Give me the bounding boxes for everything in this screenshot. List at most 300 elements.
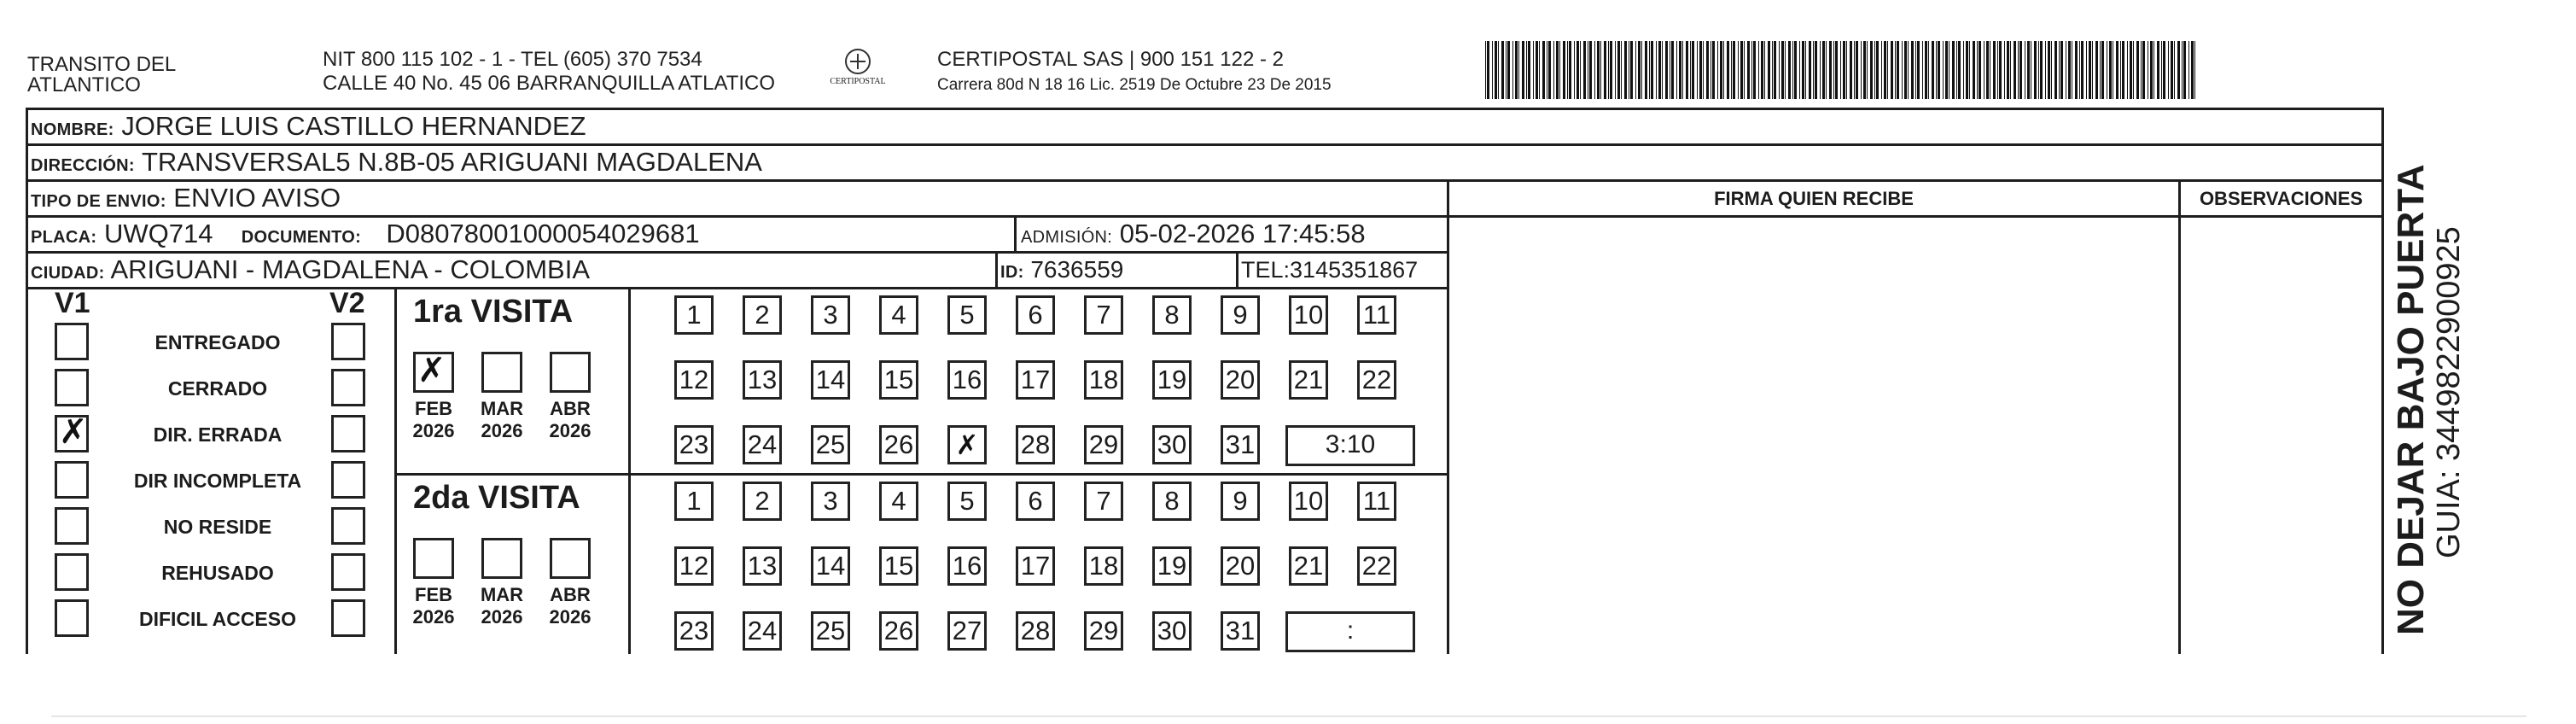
month-check-mark-icon: ✗ bbox=[417, 351, 446, 390]
day-box[interactable]: 29 bbox=[1084, 425, 1123, 464]
barcode-bar bbox=[2182, 41, 2183, 99]
day-box[interactable]: 26 bbox=[879, 425, 918, 464]
barcode-bar bbox=[1986, 41, 1989, 99]
month-label: ABR 2026 bbox=[549, 398, 592, 441]
barcode-bar bbox=[1928, 41, 1929, 99]
admision-value: 05-02-2026 17:45:58 bbox=[1119, 219, 1366, 248]
id-label: ID: bbox=[1000, 263, 1024, 282]
barcode-bar bbox=[1553, 41, 1554, 99]
id-row bbox=[1000, 254, 1123, 288]
day-box[interactable]: 18 bbox=[1084, 546, 1123, 586]
day-box[interactable]: 23 bbox=[674, 425, 714, 464]
barcode-bar bbox=[1999, 41, 2002, 99]
barcode-bar bbox=[2040, 41, 2043, 99]
visit2-title: 2da VISITA bbox=[413, 480, 580, 516]
day-box[interactable]: 20 bbox=[1221, 546, 1260, 586]
day-box[interactable]: 10 bbox=[1289, 482, 1328, 521]
barcode-bar bbox=[1656, 41, 1657, 99]
month-checkbox[interactable] bbox=[550, 352, 591, 393]
barcode-bar bbox=[1567, 41, 1568, 99]
tel-label: TEL: bbox=[1241, 257, 1291, 283]
barcode-bar bbox=[1753, 41, 1756, 99]
barcode-bar bbox=[1665, 41, 1668, 99]
barcode-bar bbox=[1870, 41, 1873, 99]
barcode-bar bbox=[1887, 41, 1888, 99]
barcode-bar bbox=[1720, 41, 1722, 99]
ciudad-label: CIUDAD: bbox=[31, 264, 105, 283]
barcode-bar bbox=[2157, 41, 2159, 99]
barcode-bar bbox=[1738, 41, 1739, 99]
barcode-bar bbox=[1597, 41, 1600, 99]
barcode-bar bbox=[1638, 41, 1641, 99]
barcode-bar bbox=[2010, 41, 2011, 99]
day-box[interactable]: 8 bbox=[1152, 295, 1192, 335]
barcode-bar bbox=[2150, 41, 2153, 99]
v1-checkbox[interactable] bbox=[55, 461, 89, 499]
grid-line bbox=[2381, 108, 2384, 654]
barcode-bar bbox=[2038, 41, 2039, 99]
barcode-bar bbox=[2161, 41, 2162, 99]
day-box[interactable]: 13 bbox=[743, 360, 782, 400]
barcode-bar bbox=[1835, 41, 1838, 99]
grid-line bbox=[2178, 179, 2181, 654]
barcode-bar bbox=[1805, 41, 1806, 99]
day-box[interactable]: 21 bbox=[1289, 360, 1328, 400]
barcode-bar bbox=[1645, 41, 1647, 99]
barcode-bar bbox=[1966, 41, 1968, 99]
day-box[interactable]: 20 bbox=[1221, 360, 1260, 400]
day-box[interactable]: 30 bbox=[1152, 425, 1192, 464]
barcode-bar bbox=[1528, 41, 1530, 99]
v2-checkbox[interactable] bbox=[331, 323, 365, 360]
barcode-bar bbox=[1507, 41, 1510, 99]
day-box[interactable]: 30 bbox=[1152, 611, 1192, 651]
barcode-bar bbox=[2060, 41, 2063, 99]
barcode-bar bbox=[2048, 41, 2050, 99]
barcode-bar bbox=[2075, 41, 2078, 99]
barcode-bar bbox=[2188, 41, 2189, 99]
barcode-bar bbox=[1621, 41, 1622, 99]
barcode-bar bbox=[2095, 41, 2098, 99]
barcode-bar bbox=[1649, 41, 1650, 99]
day-box[interactable]: 22 bbox=[1357, 546, 1396, 586]
barcode-bar bbox=[1809, 41, 1811, 99]
grid-line bbox=[1236, 251, 1238, 287]
placa-row bbox=[31, 219, 700, 253]
day-box[interactable]: 29 bbox=[1084, 611, 1123, 651]
day-box[interactable]: 28 bbox=[1016, 425, 1055, 464]
barcode-bar bbox=[2177, 41, 2180, 99]
nombre-label: NOMBRE: bbox=[31, 120, 114, 139]
day-box[interactable]: 6 bbox=[1016, 482, 1055, 521]
day-box[interactable]: 4 bbox=[879, 295, 918, 335]
day-box[interactable]: 22 bbox=[1357, 360, 1396, 400]
v1-checkbox[interactable] bbox=[55, 599, 89, 637]
placa-value: UWQ714 bbox=[103, 219, 213, 248]
barcode-bar bbox=[1969, 41, 1970, 99]
barcode-bar bbox=[1731, 41, 1732, 99]
day-box[interactable]: 19 bbox=[1152, 546, 1192, 586]
day-box[interactable]: 24 bbox=[743, 425, 782, 464]
time-box[interactable]: : bbox=[1285, 611, 1415, 652]
day-box[interactable]: 18 bbox=[1084, 360, 1123, 400]
nombre-row bbox=[31, 111, 586, 145]
day-box[interactable]: 5 bbox=[947, 482, 987, 521]
barcode-bar bbox=[1958, 41, 1961, 99]
barcode-bar bbox=[1522, 41, 1524, 99]
grid-line bbox=[995, 251, 998, 287]
barcode-bar bbox=[1785, 41, 1786, 99]
barcode-bar bbox=[1635, 41, 1636, 99]
firma-header: FIRMA QUIEN RECIBE bbox=[1714, 188, 1914, 209]
day-box[interactable]: 25 bbox=[811, 611, 850, 651]
issuer-name-line1: TRANSITO DEL bbox=[27, 53, 177, 76]
barcode-bar bbox=[1820, 41, 1821, 99]
barcode-bar bbox=[1559, 41, 1560, 99]
barcode-bar bbox=[2068, 41, 2071, 99]
day-box[interactable]: 7 bbox=[1084, 295, 1123, 335]
day-box[interactable]: 5 bbox=[947, 295, 987, 335]
barcode-bar bbox=[2136, 41, 2139, 99]
day-box[interactable]: 12 bbox=[674, 360, 714, 400]
day-box[interactable]: 16 bbox=[947, 360, 987, 400]
barcode-bar bbox=[1779, 41, 1780, 99]
barcode-bar bbox=[1774, 41, 1776, 99]
barcode-bar bbox=[2089, 41, 2091, 99]
barcode-bar bbox=[2130, 41, 2132, 99]
issuer-name-line2: ATLANTICO bbox=[27, 73, 141, 96]
barcode-bar bbox=[1932, 41, 1934, 99]
barcode-bar bbox=[1563, 41, 1565, 99]
barcode-bar bbox=[2045, 41, 2046, 99]
day-box[interactable]: 7 bbox=[1084, 482, 1123, 521]
status-label: DIFICIL ACCESO bbox=[138, 608, 296, 630]
day-box[interactable]: 3 bbox=[811, 295, 850, 335]
barcode-icon bbox=[1483, 41, 2200, 99]
barcode-bar bbox=[2054, 41, 2057, 99]
barcode-bar bbox=[1952, 41, 1955, 99]
grid-line bbox=[1447, 179, 1449, 654]
status-label: NO RESIDE bbox=[163, 516, 272, 538]
status-label: DIR. ERRADA bbox=[153, 423, 283, 446]
barcode-bar bbox=[1630, 41, 1633, 99]
barcode-bar bbox=[1600, 41, 1601, 99]
tipo-envio-value: ENVIO AVISO bbox=[173, 183, 341, 213]
month-label: MAR 2026 bbox=[480, 398, 524, 441]
barcode-bar bbox=[1922, 41, 1923, 99]
v1-checkbox[interactable] bbox=[55, 553, 89, 591]
day-box[interactable]: 14 bbox=[811, 546, 850, 586]
v2-checkbox[interactable] bbox=[331, 507, 365, 545]
barcode-bar bbox=[1485, 41, 1486, 99]
barcode-bar bbox=[1658, 41, 1661, 99]
barcode-bar bbox=[1682, 41, 1683, 99]
barcode-bar bbox=[1539, 41, 1540, 99]
day-box[interactable]: 2 bbox=[743, 482, 782, 521]
month-label: FEB 2026 bbox=[412, 584, 455, 628]
barcode-bar bbox=[1925, 41, 1927, 99]
barcode-bar bbox=[1874, 41, 1875, 99]
direccion-label: DIRECCIÓN: bbox=[31, 156, 135, 175]
grid-line bbox=[394, 287, 397, 654]
barcode-bar bbox=[1699, 41, 1702, 99]
barcode-bar bbox=[1501, 41, 1504, 99]
day-box[interactable]: 15 bbox=[879, 546, 918, 586]
barcode-bar bbox=[1829, 41, 1832, 99]
direccion-row bbox=[31, 147, 762, 181]
courier-line: CERTIPOSTAL SAS | 900 151 122 - 2 bbox=[937, 48, 1284, 71]
barcode-bar bbox=[1772, 41, 1773, 99]
barcode-bar bbox=[1884, 41, 1886, 99]
guia-number: GUIA: 3449822900925 bbox=[2431, 226, 2467, 558]
barcode-bar bbox=[1815, 41, 1817, 99]
barcode-bar bbox=[1740, 41, 1743, 99]
day-box[interactable]: 14 bbox=[811, 360, 850, 400]
status-label: DIR INCOMPLETA bbox=[133, 470, 302, 492]
day-box[interactable]: 27 bbox=[947, 611, 987, 651]
barcode-bar bbox=[1580, 41, 1581, 99]
barcode-bar bbox=[1744, 41, 1745, 99]
barcode-bar bbox=[2109, 41, 2112, 99]
barcode-bar bbox=[1973, 41, 1975, 99]
barcode-bar bbox=[2142, 41, 2145, 99]
month-checkbox[interactable] bbox=[481, 538, 522, 579]
barcode-bar bbox=[1717, 41, 1718, 99]
day-box[interactable]: 15 bbox=[879, 360, 918, 400]
v2-checkbox[interactable] bbox=[331, 415, 365, 452]
day-box[interactable]: 13 bbox=[743, 546, 782, 586]
barcode-bar bbox=[2183, 41, 2186, 99]
v1-checkbox[interactable] bbox=[55, 369, 89, 406]
barcode-bar bbox=[1706, 41, 1709, 99]
barcode-bar bbox=[1891, 41, 1893, 99]
barcode-bar bbox=[1977, 41, 1978, 99]
day-box[interactable]: 31 bbox=[1221, 425, 1260, 464]
barcode-bar bbox=[2194, 41, 2195, 99]
status-label: CERRADO bbox=[167, 377, 268, 400]
barcode-bar bbox=[1938, 41, 1940, 99]
status-label: ENTREGADO bbox=[154, 331, 281, 353]
v2-checkbox[interactable] bbox=[331, 553, 365, 591]
day-box[interactable]: 26 bbox=[879, 611, 918, 651]
barcode-bar bbox=[1536, 41, 1538, 99]
day-box[interactable] bbox=[947, 425, 987, 464]
day-box[interactable]: 9 bbox=[1221, 295, 1260, 335]
barcode-bar bbox=[1576, 41, 1579, 99]
barcode-bar bbox=[2018, 41, 2019, 99]
v2-header: V2 bbox=[329, 287, 365, 319]
barcode-bar bbox=[1671, 41, 1674, 99]
barcode-bar bbox=[1897, 41, 1899, 99]
issuer-nit-line: NIT 800 115 102 - 1 - TEL (605) 370 7534 bbox=[323, 48, 702, 71]
day-box[interactable]: 19 bbox=[1152, 360, 1192, 400]
barcode-bar bbox=[1583, 41, 1586, 99]
barcode-bar bbox=[1676, 41, 1677, 99]
barcode bbox=[1483, 41, 2200, 99]
barcode-bar bbox=[2127, 41, 2128, 99]
admision-row bbox=[1021, 219, 1366, 253]
day-box[interactable]: 8 bbox=[1152, 482, 1192, 521]
barcode-bar bbox=[1822, 41, 1825, 99]
direccion-value: TRANSVERSAL5 N.8B-05 ARIGUANI MAGDALENA bbox=[141, 147, 762, 177]
barcode-bar bbox=[2004, 41, 2005, 99]
day-box[interactable]: 2 bbox=[743, 295, 782, 335]
barcode-bar bbox=[1608, 41, 1609, 99]
day-box[interactable]: 28 bbox=[1016, 611, 1055, 651]
barcode-bar bbox=[1963, 41, 1964, 99]
ciudad-value: ARIGUANI - MAGDALENA - COLOMBIA bbox=[110, 254, 590, 284]
barcode-bar bbox=[1854, 41, 1855, 99]
day-box[interactable]: 6 bbox=[1016, 295, 1055, 335]
issuer-address-line: CALLE 40 No. 45 06 BARRANQUILLA ATLATICO bbox=[323, 72, 776, 95]
barcode-bar bbox=[1788, 41, 1791, 99]
barcode-bar bbox=[2092, 41, 2093, 99]
v2-checkbox[interactable] bbox=[331, 599, 365, 637]
courier-license-line: Carrera 80d N 18 16 Lic. 2519 De Octubre 23 De 2015 bbox=[937, 76, 1332, 94]
day-box[interactable]: 23 bbox=[674, 611, 714, 651]
barcode-bar bbox=[2153, 41, 2154, 99]
day-box[interactable]: 16 bbox=[947, 546, 987, 586]
barcode-bar bbox=[1781, 41, 1784, 99]
barcode-bar bbox=[1799, 41, 1800, 99]
barcode-bar bbox=[2051, 41, 2052, 99]
barcode-bar bbox=[2120, 41, 2121, 99]
ciudad-row bbox=[31, 254, 590, 289]
day-box[interactable]: 31 bbox=[1221, 611, 1260, 651]
barcode-bar bbox=[1758, 41, 1759, 99]
barcode-bar bbox=[2027, 41, 2030, 99]
v1-header: V1 bbox=[55, 287, 90, 319]
barcode-bar bbox=[2191, 41, 2194, 99]
barcode-bar bbox=[1915, 41, 1916, 99]
documento-label: DOCUMENTO: bbox=[241, 228, 362, 247]
certipostal-logo-icon bbox=[819, 44, 896, 97]
barcode-bar bbox=[1867, 41, 1868, 99]
barcode-bar bbox=[1768, 41, 1770, 99]
v1-checkbox[interactable] bbox=[55, 507, 89, 545]
no-dejar-bajo-puerta: NO DEJAR BAJO PUERTA bbox=[2390, 164, 2432, 635]
barcode-bar bbox=[1495, 41, 1497, 99]
grid-line bbox=[628, 287, 631, 654]
barcode-bar bbox=[1526, 41, 1527, 99]
barcode-bar bbox=[1515, 41, 1518, 99]
day-box[interactable]: 9 bbox=[1221, 482, 1260, 521]
barcode-bar bbox=[1833, 41, 1834, 99]
barcode-bar bbox=[1861, 41, 1862, 99]
barcode-bar bbox=[1751, 41, 1752, 99]
barcode-bar bbox=[1895, 41, 1896, 99]
barcode-bar bbox=[1764, 41, 1765, 99]
barcode-bar bbox=[1727, 41, 1729, 99]
tel-value: 3145351867 bbox=[1290, 257, 1419, 283]
barcode-bar bbox=[1692, 41, 1694, 99]
day-box[interactable]: 21 bbox=[1289, 546, 1328, 586]
barcode-bar bbox=[2007, 41, 2009, 99]
day-box[interactable]: 10 bbox=[1289, 295, 1328, 335]
barcode-bar bbox=[1733, 41, 1735, 99]
barcode-bar bbox=[1945, 41, 1948, 99]
nombre-value: JORGE LUIS CASTILLO HERNANDEZ bbox=[121, 111, 586, 141]
barcode-bar bbox=[1679, 41, 1681, 99]
tel-row bbox=[1241, 254, 1418, 285]
barcode-bar bbox=[2019, 41, 2022, 99]
barcode-bar bbox=[1641, 41, 1642, 99]
barcode-bar bbox=[1792, 41, 1793, 99]
barcode-bar bbox=[1686, 41, 1688, 99]
barcode-bar bbox=[1881, 41, 1882, 99]
day-box[interactable]: 17 bbox=[1016, 360, 1055, 400]
day-box[interactable]: 17 bbox=[1016, 546, 1055, 586]
barcode-bar bbox=[1902, 41, 1903, 99]
v2-checkbox[interactable] bbox=[331, 369, 365, 406]
barcode-bar bbox=[1498, 41, 1499, 99]
barcode-bar bbox=[2168, 41, 2169, 99]
month-checkbox[interactable] bbox=[481, 352, 522, 393]
barcode-bar bbox=[1943, 41, 1944, 99]
barcode-bar bbox=[2100, 41, 2101, 99]
day-box[interactable]: 11 bbox=[1357, 482, 1396, 521]
v1-checkbox[interactable] bbox=[55, 323, 89, 360]
grid-line bbox=[1014, 215, 1017, 251]
page-edge-line bbox=[51, 715, 2526, 717]
barcode-bar bbox=[1604, 41, 1606, 99]
admision-label: ADMISIÓN: bbox=[1021, 228, 1113, 247]
barcode-bar bbox=[1908, 41, 1909, 99]
barcode-bar bbox=[1979, 41, 1981, 99]
day-box[interactable]: 1 bbox=[674, 295, 714, 335]
barcode-bar bbox=[2163, 41, 2165, 99]
barcode-bar bbox=[1936, 41, 1937, 99]
barcode-bar bbox=[2034, 41, 2037, 99]
v2-checkbox[interactable] bbox=[331, 461, 365, 499]
month-checkbox[interactable] bbox=[550, 538, 591, 579]
visit1-title: 1ra VISITA bbox=[413, 294, 574, 330]
month-checkbox[interactable] bbox=[413, 352, 454, 393]
tipo-envio-row bbox=[31, 183, 341, 217]
day-box[interactable]: 12 bbox=[674, 546, 714, 586]
day-box[interactable]: 3 bbox=[811, 482, 850, 521]
day-box[interactable]: 4 bbox=[879, 482, 918, 521]
barcode-bar bbox=[1492, 41, 1493, 99]
month-label: MAR 2026 bbox=[480, 584, 524, 628]
day-box[interactable]: 1 bbox=[674, 482, 714, 521]
barcode-bar bbox=[1723, 41, 1724, 99]
barcode-bar bbox=[1662, 41, 1663, 99]
time-box[interactable]: 3:10 bbox=[1285, 425, 1415, 466]
barcode-bar bbox=[1813, 41, 1814, 99]
v1-checkbox[interactable] bbox=[55, 412, 89, 452]
month-checkbox[interactable] bbox=[413, 538, 454, 579]
grid-line bbox=[26, 108, 28, 654]
barcode-bar bbox=[1761, 41, 1763, 99]
barcode-bar bbox=[1863, 41, 1866, 99]
day-box[interactable]: 24 bbox=[743, 611, 782, 651]
day-box[interactable]: 25 bbox=[811, 425, 850, 464]
barcode-bar bbox=[1556, 41, 1559, 99]
day-box[interactable]: 11 bbox=[1357, 295, 1396, 335]
barcode-bar bbox=[1843, 41, 1845, 99]
barcode-bar bbox=[1876, 41, 1879, 99]
barcode-bar bbox=[2059, 41, 2060, 99]
barcode-bar bbox=[1542, 41, 1545, 99]
certipostal-logo bbox=[819, 44, 896, 97]
barcode-bar bbox=[1651, 41, 1653, 99]
month-label: FEB 2026 bbox=[412, 398, 455, 441]
barcode-bar bbox=[2079, 41, 2080, 99]
barcode-bar bbox=[2101, 41, 2104, 99]
barcode-bar bbox=[1569, 41, 1571, 99]
barcode-bar bbox=[1802, 41, 1804, 99]
